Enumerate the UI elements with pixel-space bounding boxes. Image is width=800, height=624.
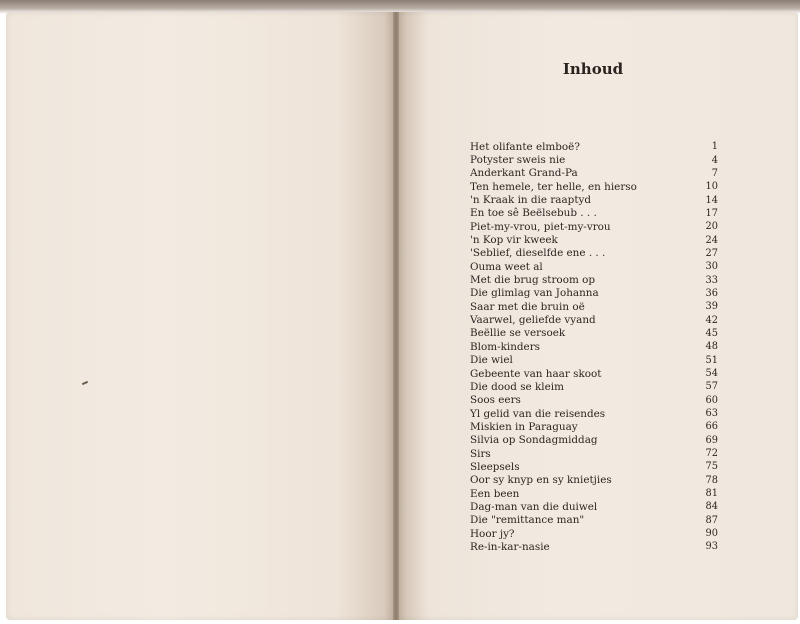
table-of-contents bbox=[470, 140, 718, 554]
toc-entry-title: Sleepsels bbox=[470, 460, 520, 473]
toc-entry bbox=[470, 140, 718, 153]
toc-entry-page: 81 bbox=[705, 488, 718, 500]
toc-entry-page: 93 bbox=[705, 541, 718, 553]
toc-entry bbox=[470, 273, 718, 286]
toc-entry-page: 14 bbox=[705, 194, 718, 206]
toc-entry-title: 'n Kraak in die raaptyd bbox=[470, 194, 592, 207]
toc-entry-title: Beëllie se versoek bbox=[470, 327, 566, 340]
toc-entry bbox=[470, 474, 718, 487]
toc-entry-title: Miskien in Paraguay bbox=[470, 420, 578, 433]
toc-entry-title: Oor sy knyp en sy knietjies bbox=[470, 474, 612, 487]
toc-entry-title: Die "remittance man" bbox=[470, 514, 585, 527]
toc-entry bbox=[470, 300, 718, 313]
toc-entry bbox=[470, 207, 718, 220]
toc-entry-page: 30 bbox=[705, 261, 718, 273]
toc-entry bbox=[470, 153, 718, 166]
toc-entry bbox=[470, 540, 718, 553]
toc-entry-page: 33 bbox=[705, 274, 718, 286]
toc-entry bbox=[470, 500, 718, 513]
toc-entry-title: Vaarwel, geliefde vyand bbox=[470, 314, 596, 327]
toc-entry-page: 66 bbox=[705, 421, 718, 433]
toc-entry-page: 20 bbox=[705, 221, 718, 233]
toc-entry bbox=[470, 394, 718, 407]
toc-entry-page: 75 bbox=[705, 461, 718, 473]
toc-entry-page: 57 bbox=[705, 381, 718, 393]
toc-entry-title: Saar met die bruin oë bbox=[470, 300, 585, 313]
toc-entry-title: Die dood se kleim bbox=[470, 380, 564, 393]
toc-entry bbox=[470, 447, 718, 460]
toc-entry-page: 42 bbox=[705, 314, 718, 326]
toc-entry-title: Silvia op Sondagmiddag bbox=[470, 434, 598, 447]
toc-entry bbox=[470, 247, 718, 260]
toc-entry-page: 63 bbox=[705, 408, 718, 420]
toc-entry bbox=[470, 313, 718, 326]
toc-entry-title: Gebeente van haar skoot bbox=[470, 367, 602, 380]
toc-entry-title: Dag-man van die duiwel bbox=[470, 500, 598, 513]
toc-entry bbox=[470, 487, 718, 500]
toc-entry bbox=[470, 514, 718, 527]
toc-entry bbox=[470, 354, 718, 367]
toc-entry bbox=[470, 193, 718, 206]
toc-entry-title: Soos eers bbox=[470, 394, 521, 407]
toc-entry-title: Re-in-kar-nasie bbox=[470, 540, 550, 553]
toc-entry-page: 4 bbox=[711, 154, 718, 166]
toc-entry-title: Het olifante elmboë? bbox=[470, 140, 580, 153]
toc-entry-page: 10 bbox=[705, 181, 718, 193]
left-page bbox=[6, 12, 396, 620]
toc-entry-title: 'Seblief, dieselfde ene . . . bbox=[470, 247, 606, 260]
toc-entry-page: 1 bbox=[711, 141, 718, 153]
toc-entry bbox=[470, 407, 718, 420]
toc-entry bbox=[470, 180, 718, 193]
toc-entry-page: 84 bbox=[705, 501, 718, 513]
toc-entry-page: 60 bbox=[705, 394, 718, 406]
toc-entry bbox=[470, 260, 718, 273]
toc-entry-page: 87 bbox=[705, 514, 718, 526]
toc-entry bbox=[470, 220, 718, 233]
toc-entry bbox=[470, 367, 718, 380]
toc-entry-page: 39 bbox=[705, 301, 718, 313]
toc-entry bbox=[470, 233, 718, 246]
toc-entry-title: Ten hemele, ter helle, en hierso bbox=[470, 180, 637, 193]
contents-heading: Inhoud bbox=[562, 60, 624, 78]
toc-entry-title: Blom-kinders bbox=[470, 340, 540, 353]
toc-entry bbox=[470, 460, 718, 473]
toc-entry-title: Een been bbox=[470, 487, 520, 500]
toc-entry-page: 78 bbox=[705, 474, 718, 486]
toc-entry-title: Anderkant Grand-Pa bbox=[470, 167, 578, 180]
toc-entry-page: 51 bbox=[705, 354, 718, 366]
toc-entry-page: 48 bbox=[705, 341, 718, 353]
toc-entry-page: 72 bbox=[705, 448, 718, 460]
toc-entry-title: Die wiel bbox=[470, 354, 513, 367]
toc-entry-title: Met die brug stroom op bbox=[470, 274, 596, 287]
toc-entry-page: 69 bbox=[705, 434, 718, 446]
toc-entry-title: 'n Kop vir kweek bbox=[470, 234, 558, 247]
toc-entry-title: Potyster sweis nie bbox=[470, 154, 566, 167]
toc-entry-page: 45 bbox=[705, 327, 718, 339]
toc-entry-page: 7 bbox=[711, 167, 718, 179]
toc-entry-title: Yl gelid van die reisendes bbox=[470, 407, 606, 420]
toc-entry-title: Hoor jy? bbox=[470, 527, 515, 540]
toc-entry-title: Sirs bbox=[470, 447, 491, 460]
toc-entry-page: 27 bbox=[705, 247, 718, 259]
toc-entry-title: Ouma weet al bbox=[470, 260, 543, 273]
toc-entry bbox=[470, 420, 718, 433]
toc-entry-page: 36 bbox=[705, 287, 718, 299]
toc-entry-page: 17 bbox=[705, 207, 718, 219]
toc-entry-page: 90 bbox=[705, 528, 718, 540]
toc-entry bbox=[470, 327, 718, 340]
toc-entry bbox=[470, 434, 718, 447]
toc-entry bbox=[470, 340, 718, 353]
toc-entry bbox=[470, 527, 718, 540]
toc-entry bbox=[470, 167, 718, 180]
toc-entry-title: Die glimlag van Johanna bbox=[470, 287, 599, 300]
toc-entry-title: Piet-my-vrou, piet-my-vrou bbox=[470, 220, 611, 233]
toc-entry-page: 54 bbox=[705, 368, 718, 380]
toc-entry bbox=[470, 287, 718, 300]
toc-entry-title: En toe sê Beëlsebub . . . bbox=[470, 207, 597, 220]
book-spine bbox=[393, 12, 399, 620]
toc-entry bbox=[470, 380, 718, 393]
toc-entry-page: 24 bbox=[705, 234, 718, 246]
